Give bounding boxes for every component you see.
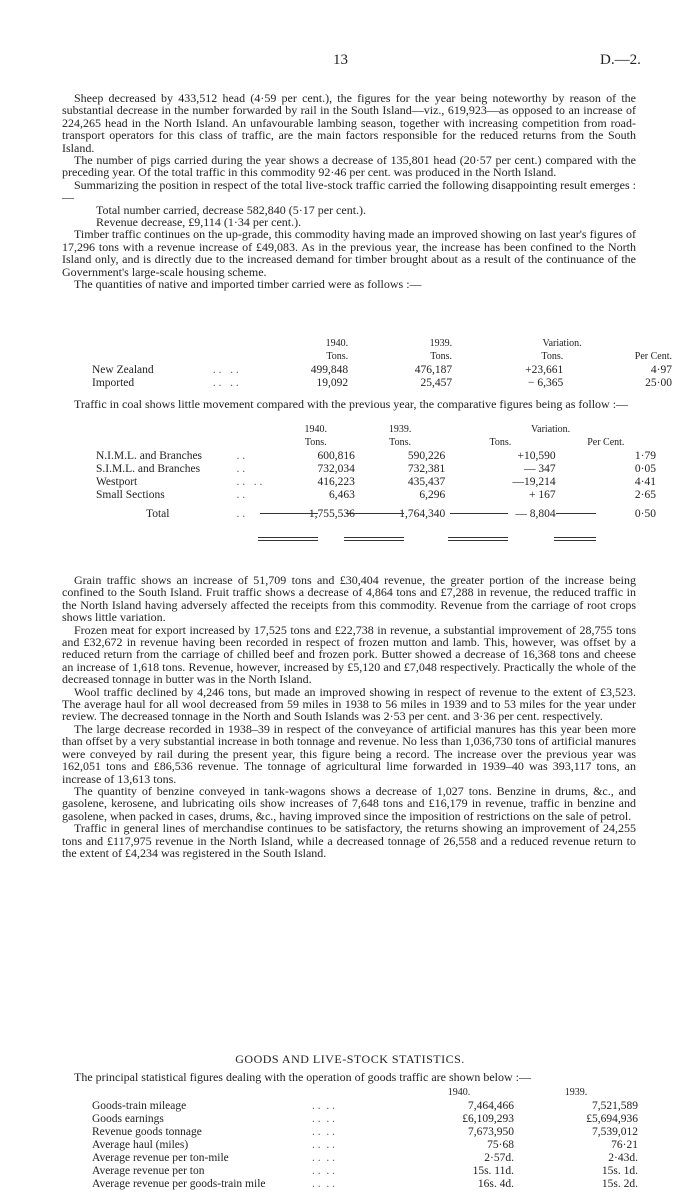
table-row: S.I.M.L. and Branches . . 732,034 732,381 — 347 0·05 <box>96 463 656 475</box>
total-variation-tons: — 8,804 <box>515 508 556 520</box>
row-label: Average revenue per ton-mile <box>92 1152 229 1164</box>
subtotal-rule <box>556 513 596 514</box>
row-label: Average revenue per goods-train mile <box>92 1178 266 1190</box>
unit-tons: Tons. <box>389 437 411 448</box>
unit-per-cent: Per Cent. <box>587 437 625 448</box>
unit-tons: Tons. <box>304 437 327 448</box>
paragraph-pigs: The number of pigs carried during the year shows a decrease of 135,801 head (20·57 per cent.) compared with the preceding year. Of the total traffic in this commodity 92·46 per cent. was produced in the North Island. <box>62 153 636 180</box>
paragraph-merchandise: Traffic in general lines of merchandise continues to be satisfactory, the returns showing an improvement of 24,255 tons and £117,975 revenue in the North Island, while a decreased tonnage of 26,558 and a reduced revenue return to the extent of £4,234 was registered in the South Island. <box>62 821 636 860</box>
header-1940: 1940. <box>304 424 328 435</box>
page-number: 13 <box>333 52 348 68</box>
paragraph-sheep: Sheep decreased by 433,512 head (4·59 per cent.), the figures for the year being noteworthy by reason of the substantial decrease in the number forwarded by rail in the South Island—viz., 619,923—as opposed to an increase of 224,265 head in the North Island. An unfavourable lambing season, together with increasing competition from road-transport operators for this class of traffic, are the main factors responsible for the reduced returns from the South Island. <box>62 91 636 155</box>
table-row: Revenue goods tonnage . . . . 7,673,950 7,539,012 <box>92 1126 638 1138</box>
variation-pct: 25·00 <box>645 377 672 389</box>
value-1939: 15s. 2d. <box>601 1178 638 1190</box>
table-row: Goods-train mileage . . . . 7,464,466 7,521,589 <box>92 1100 638 1112</box>
paragraph-wool: Wool traffic declined by 4,246 tons, but made an improved showing in respect of revenue to the extent of £3,523. The average haul for all wool decreased from 59 miles in 1938 to 56 miles in 1939 and to 53 miles for the year under review. The decreased tonnage in the North and South Islands was 2·53 per cent. and 3·36 per cent. respectively. <box>62 684 636 724</box>
summary-total: Total number carried, decrease 582,840 (5·17 per cent.). <box>96 202 367 217</box>
value-1939: 590,226 <box>407 450 446 462</box>
value-1939: 25,457 <box>420 377 453 389</box>
total-rule <box>448 537 508 541</box>
row-label: Goods earnings <box>92 1113 164 1125</box>
table-row: Imported . . . . 19,092 25,457 − 6,365 25·00 <box>92 377 672 389</box>
paragraph-frozen-meat: Frozen meat for export increased by 17,525 tons and £22,738 in revenue, a substantial improvement of 28,755 tons and £32,672 in revenue having been recorded in respect of frozen mutton and lamb. This, however, was offset by a reduced return from the carriage of chilled beef and frozen pork. Butter showed a decrease of 16,368 tons and cheese an increase of 1,618 tons. Revenue, however, increased by £5,120 and £7,048 respectively. Practically the whole of the decreased tonnage in butter was in the North Island. <box>62 622 636 687</box>
value-1940: 499,848 <box>310 364 349 376</box>
value-1939: £5,694,936 <box>586 1113 638 1125</box>
value-1940: 15s. 11d. <box>472 1165 514 1177</box>
value-1940: 732,034 <box>317 463 355 475</box>
header-variation: Variation. <box>542 338 582 349</box>
paragraph-timber-intro: The quantities of native and imported timber carried were as follows :— <box>74 277 422 292</box>
header-1939: 1939. <box>429 338 453 349</box>
total-label: Total <box>146 508 170 520</box>
paragraph-summary: Summarizing the position in respect of the total live-stock traffic carried the following disappointing result emerges :— <box>62 177 636 205</box>
value-1940: 6,463 <box>329 489 355 501</box>
coal-table <box>96 424 656 521</box>
table-row: Small Sections . . 6,463 6,296 + 167 2·65 <box>96 489 656 501</box>
paragraph-timber: Timber traffic continues on the up-grade, this commodity having made an improved showing on last year's figures of 17,296 tons with a revenue increase of £49,083. As in the previous year, the increase has been confined to the North Island only, and is directly due to the increased demand for timber brought about as a result of the continuance of the Government's large-scale housing scheme. <box>62 227 636 279</box>
paragraph-coal: Traffic in coal shows little movement compared with the previous year, the comparative figures being as follow :— <box>74 397 629 411</box>
header-1939: 1939. <box>564 1087 588 1098</box>
subtotal-rule <box>260 513 318 514</box>
value-1940: 2·57d. <box>484 1152 514 1164</box>
timber-table <box>92 338 672 390</box>
variation-pct: 2·65 <box>634 489 656 501</box>
table-row: Average revenue per goods-train mile . . . . 16s. 4d. 15s. 2d. <box>92 1178 638 1190</box>
row-label: S.I.M.L. and Branches <box>96 463 201 475</box>
table-row: Goods earnings . . . . £6,109,293 £5,694,936 <box>92 1113 638 1125</box>
subtotal-rule <box>450 513 508 514</box>
table-row: Average haul (miles) . . . . 75·68 76·21 <box>92 1139 638 1151</box>
value-1940: 16s. 4d. <box>477 1178 514 1190</box>
value-1939: 732,381 <box>407 463 446 475</box>
unit-tons: Tons. <box>541 351 564 362</box>
total-rule <box>344 537 404 541</box>
header-1939: 1939. <box>388 424 412 435</box>
paragraph-manures: The large decrease recorded in 1938–39 in respect of the conveyance of artificial manures has this year been more than offset by a very substantial increase in both tonnage and revenue. No less than 1,036,730 tons of artificial manures were conveyed by rail during the present year, this figure being a record. The increase over the previous year was 162,051 tons and £86,536 revenue. The tonnage of agricultural lime forwarded in 1939–40 was 393,117 tons, an increase of 13,613 tons. <box>62 721 636 786</box>
row-label: Westport <box>96 476 138 488</box>
value-1939: 15s. 1d. <box>601 1165 638 1177</box>
variation-tons: − 6,365 <box>527 377 564 389</box>
summary-revenue: Revenue decrease, £9,114 (1·34 per cent.). <box>96 215 302 230</box>
variation-pct: 1·79 <box>634 450 656 462</box>
value-1939: 7,539,012 <box>592 1126 638 1138</box>
section-title: GOODS AND LIVE-STOCK STATISTICS. <box>235 1052 465 1066</box>
row-label: Goods-train mileage <box>92 1100 187 1112</box>
total-1940: 1,755,536 <box>308 508 355 520</box>
header-1940: 1940. <box>325 338 349 349</box>
row-label: Small Sections <box>96 489 165 501</box>
text-block-livestock-timber <box>62 92 636 291</box>
value-1940: £6,109,293 <box>462 1113 514 1125</box>
paragraph-grain-fruit: Grain traffic shows an increase of 51,709 tons and £30,404 revenue, the greater portion of the increase being confined to the South Island. Fruit traffic shows a decrease of 4,864 tons and £7,288 in revenue, the reduced traffic in the North Island having adversely affected the receipts from this commodity. Revenue from the carriage of root crops shows little variation. <box>62 573 636 625</box>
variation-tons: + 167 <box>528 489 556 501</box>
text-block-coal <box>62 398 636 410</box>
row-label: Imported <box>92 377 135 389</box>
value-1940: 7,464,466 <box>468 1100 514 1112</box>
table-row: Westport . . . . 416,223 435,437 —19,214 4·41 <box>96 476 656 488</box>
table-row: Average revenue per ton . . . . 15s. 11d. 15s. 1d. <box>92 1165 638 1177</box>
row-label: N.I.M.L. and Branches <box>96 450 203 462</box>
value-1940: 7,673,950 <box>468 1126 514 1138</box>
table-row: New Zealand . . . . 499,848 476,187 +23,661 4·97 <box>92 364 672 376</box>
subtotal-rule <box>346 513 404 514</box>
total-1939: 1,764,340 <box>399 508 446 520</box>
row-label: New Zealand <box>92 364 154 376</box>
variation-pct: 4·97 <box>650 364 672 376</box>
unit-tons: Tons. <box>489 437 512 448</box>
unit-tons: Tons. <box>326 351 349 362</box>
row-label: Average haul (miles) <box>92 1139 189 1151</box>
paragraph-benzine: The quantity of benzine conveyed in tank-wagons shows a decrease of 1,027 tons. Benzine in drums, &c., and gasolene, kerosene, and lubricating oils show increases of 7,648 tons and £16,179 in revenue, traffic in benzine and gasolene, when packed in cases, drums, &c., having improved since the imposition of restrictions on the sale of petrol. <box>62 783 636 823</box>
variation-pct: 4·41 <box>634 476 656 488</box>
text-block-goods <box>62 574 636 859</box>
total-rule <box>258 537 318 541</box>
table-total-row: Total . . 1,755,536 1,764,340 — 8,804 0·50 <box>96 508 656 521</box>
table-row: Average revenue per ton-mile . . . . 2·57d. 2·43d. <box>92 1152 638 1164</box>
table-row: N.I.M.L. and Branches . . 600,816 590,226 +10,590 1·79 <box>96 450 656 462</box>
value-1940: 19,092 <box>316 377 349 389</box>
value-1940: 416,223 <box>317 476 355 488</box>
row-label: Average revenue per ton <box>92 1165 205 1177</box>
value-1939: 76·21 <box>611 1139 638 1151</box>
value-1939: 6,296 <box>419 489 446 501</box>
value-1940: 600,816 <box>317 450 355 462</box>
header-1940: 1940. <box>447 1087 471 1098</box>
variation-tons: —19,214 <box>512 476 556 488</box>
variation-tons: — 347 <box>523 463 556 475</box>
variation-tons: +10,590 <box>517 450 556 462</box>
value-1939: 7,521,589 <box>592 1100 638 1112</box>
goods-statistics-table <box>92 1087 638 1191</box>
unit-tons: Tons. <box>430 351 453 362</box>
total-rule <box>554 537 596 541</box>
text-block-goods-intro <box>62 1071 636 1083</box>
row-label: Revenue goods tonnage <box>92 1126 202 1138</box>
variation-tons: +23,661 <box>525 364 564 376</box>
total-variation-pct: 0·50 <box>634 508 656 520</box>
document-id: D.—2. <box>600 52 641 68</box>
value-1939: 476,187 <box>414 364 453 376</box>
paragraph-goods-intro: The principal statistical figures dealing with the operation of goods traffic are shown below :— <box>74 1070 531 1084</box>
header-variation: Variation. <box>531 424 571 435</box>
unit-per-cent: Per Cent. <box>634 351 672 362</box>
value-1939: 435,437 <box>407 476 446 488</box>
value-1939: 2·43d. <box>608 1152 638 1164</box>
variation-pct: 0·05 <box>634 463 656 475</box>
value-1940: 75·68 <box>487 1139 514 1151</box>
